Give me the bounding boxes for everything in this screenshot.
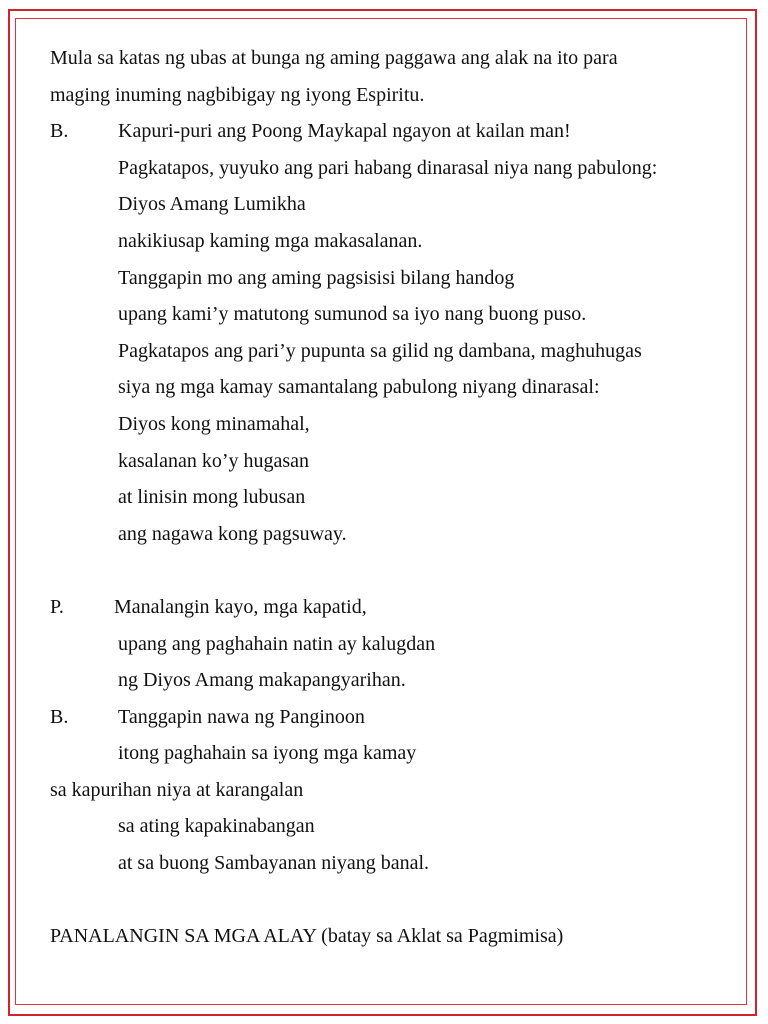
line-text: upang kami’y matutong sumunod sa iyo nang buong puso.	[118, 303, 587, 326]
line-text: at sa buong Sambayanan niyang banal.	[118, 852, 430, 875]
speaker-label: P.	[50, 595, 64, 618]
text-line	[50, 662, 750, 699]
line-text: Kapuri-puri ang Poong Maykapal ngayon at kailan man!	[118, 120, 571, 143]
text-line	[50, 333, 750, 370]
line-text: itong paghahain sa iyong mga kamay	[118, 742, 417, 765]
text-line	[50, 808, 750, 845]
line-text: Pagkatapos ang pari’y pupunta sa gilid ng dambana, maghuhugas	[118, 339, 642, 362]
text-line	[50, 918, 750, 955]
text-line	[50, 406, 750, 443]
text-line	[50, 626, 750, 663]
document-body	[50, 40, 750, 955]
speaker-label: B.	[50, 705, 69, 728]
line-text: Tanggapin mo ang aming pagsisisi bilang handog	[118, 266, 515, 289]
line-text: Tanggapin nawa ng Panginoon	[118, 705, 365, 728]
line-text: sa kapurihan niya at karangalan	[50, 778, 304, 801]
text-line	[50, 113, 750, 150]
line-text: upang ang paghahain natin ay kalugdan	[118, 632, 436, 655]
text-line	[50, 845, 750, 882]
line-text: ang nagawa kong pagsuway.	[118, 522, 347, 545]
text-line	[50, 516, 750, 553]
line-text: ng Diyos Amang makapangyarihan.	[118, 669, 406, 692]
line-text: sa ating kapakinabangan	[118, 815, 315, 838]
text-line	[50, 479, 750, 516]
line-text: maging inuming nagbibigay ng iyong Espiritu.	[50, 83, 425, 106]
text-line	[50, 699, 750, 736]
text-line	[50, 150, 750, 187]
line-text: Diyos Amang Lumikha	[118, 193, 306, 216]
text-line	[50, 296, 750, 333]
line-text: siya ng mga kamay samantalang pabulong niyang dinarasal:	[118, 376, 600, 399]
line-text: Mula sa katas ng ubas at bunga ng aming paggawa ang alak na ito para	[50, 47, 618, 69]
line-text: nakikiusap kaming mga makasalanan.	[118, 229, 423, 252]
line-text: PANALANGIN SA MGA ALAY (batay sa Aklat sa Pagmimisa)	[50, 925, 564, 948]
line-text: kasalanan ko’y hugasan	[118, 449, 310, 472]
text-line	[50, 260, 750, 297]
text-line	[50, 552, 750, 589]
line-text: Diyos kong minamahal,	[118, 412, 310, 435]
text-line	[50, 882, 750, 919]
line-text: at linisin mong lubusan	[118, 486, 306, 509]
text-line	[50, 369, 750, 406]
text-line	[50, 77, 750, 114]
line-text: Manalangin kayo, mga kapatid,	[114, 595, 367, 618]
text-line	[50, 186, 750, 223]
text-line	[50, 40, 750, 77]
text-line	[50, 443, 750, 480]
speaker-label: B.	[50, 120, 69, 143]
line-text: Pagkatapos, yuyuko ang pari habang dinarasal niya nang pabulong:	[118, 156, 658, 179]
text-line	[50, 735, 750, 772]
text-line	[50, 223, 750, 260]
text-line	[50, 772, 750, 809]
text-line	[50, 589, 750, 626]
